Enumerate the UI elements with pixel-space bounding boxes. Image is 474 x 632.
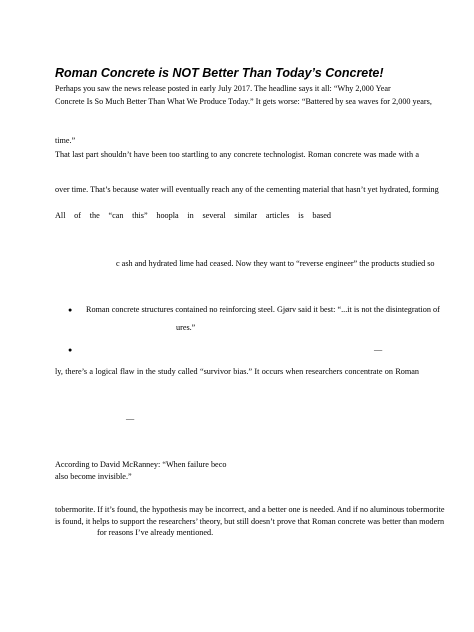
paragraph-4-line-1: c ash and hydrated lime had ceased. Now they want to “reverse engineer” the products studied so (116, 259, 435, 268)
intro-line-1: Perhaps you saw the news release posted in early July 2017. The headline says it all: “Why 2,000 Year (55, 84, 391, 93)
bullet-1-line-1: Roman concrete structures contained no reinforcing steel. Gjørv said it best: “...it is not the disintegration of (86, 305, 440, 314)
paragraph-2-line-1: That last part shouldn’t have been too startling to any concrete technologist. Roman concrete was made with a (55, 150, 419, 159)
paragraph-5-dash: — (126, 414, 135, 423)
quote-line-2: also become invisible.” (55, 472, 132, 481)
time-fragment: time.” (55, 136, 76, 145)
final-line-3: for reasons I’ve already mentioned. (97, 528, 214, 537)
final-line-2: is found, it helps to support the researchers’ theory, but still doesn’t prove that Roman concrete was better than modern (55, 517, 445, 526)
intro-line-2: Concrete Is So Much Better Than What We Produce Today.” It gets worse: “Battered by sea waves for 2,000 years, (55, 97, 432, 106)
paragraph-3-line-1: All of the “can this” hoopla in several similar articles is based (55, 211, 331, 220)
final-line-1: tobermorite. If it’s found, the hypothesis may be incorrect, and a better one is needed. And if no aluminous tobermorite (55, 505, 445, 514)
document-title: Roman Concrete is NOT Better Than Today’s Concrete! (55, 66, 384, 80)
bullet-1-line-2: ures.” (176, 323, 196, 332)
bullet-dot-icon: ● (68, 306, 73, 314)
bullet-dot-icon: ● (68, 346, 73, 354)
bullet-2-dash: — (374, 345, 383, 354)
paragraph-5-line-1: ly, there’s a logical flaw in the study called “survivor bias.” It occurs when researchers concentrate on Roman (55, 367, 419, 376)
quote-line-1: According to David McRanney: “When failure beco (55, 460, 227, 469)
paragraph-2-line-2: over time. That’s because water will eventually reach any of the cementing material that hasn’t yet hydrated, forming (55, 185, 439, 194)
